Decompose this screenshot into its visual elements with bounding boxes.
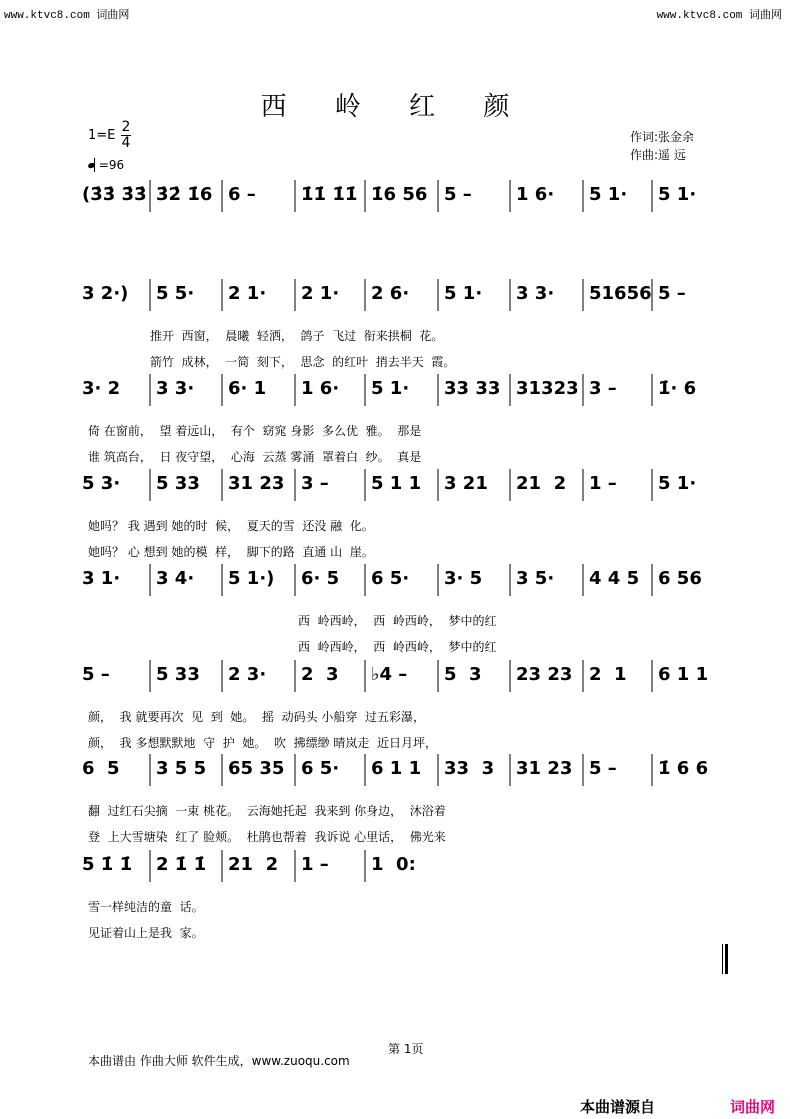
measure: 5 33 [156,664,200,685]
measure: 6· 5 [301,568,340,589]
measure: 3 3· [156,378,195,399]
tempo-value: =96 [98,158,125,172]
measure: 5 – [444,184,472,205]
lyric-line: 雪一样纯洁的童 话。 [88,900,204,914]
lyric-line: 她吗？ 我 遇到 她的时 候， 夏天的雪 还没 融 化。 [88,519,374,533]
measure: 1 6· [516,184,555,205]
lyric-line: 箭竹 成林， 一简 刻下， 思念 的红叶 捎去半天 霞。 [150,355,456,369]
watermark-right: www.ktvc8.com 词曲网 [656,10,782,22]
notation-line [0,372,790,412]
measure: 4 4 5 [589,568,640,589]
measure: 5 1· [444,283,483,304]
time-signature [121,120,131,151]
watermark-left: www.ktvc8.com 词曲网 [4,10,130,22]
measure: 2 1 [589,664,627,685]
measure: 2 1· [301,283,340,304]
notation-line [0,178,790,218]
measure: 33 33 [444,378,501,399]
measure: 3 – [589,378,617,399]
lyric-line: 登 上大雪塘染 红了 脸颊。 杜鹃也帮着 我诉说 心里话， 佛光来 [88,830,446,844]
measure: 23 23 [516,664,573,685]
measure: 3 1· [82,568,121,589]
measure: 21 2 [228,854,279,875]
lyric-line: 颜， 我 就要再次 见 到 她。 摇 动码头 小船穿 过五彩瀑， [88,710,426,724]
measure: 21 2 [516,473,567,494]
song-title: 西 岭 红 颜 [260,92,530,122]
lyric-line: 颜， 我 多想默默地 守 护 她。 吹 拂缥缈 晴岚走 近日月坪， [88,736,438,750]
lyric-line: 谁 筑高台， 日 夜守望， 心海 云蒸 雾涌 罩着白 纱。 真是 [88,450,422,464]
page-number: 第 1页 [388,1042,424,1056]
measure: 2 1̇ 1̇ [156,854,207,875]
measure: 2 3· [228,664,267,685]
measure: 5 1·) [228,568,275,589]
notation-line [0,848,790,888]
measure: 3 5 5 [156,758,207,779]
measure: 3 21 [444,473,488,494]
measure: 33 3 [444,758,495,779]
measure: 31 23 [516,758,573,779]
measure: 3· 2 [82,378,121,399]
notation-line [0,658,790,698]
measure: 1 6· [301,378,340,399]
measure: 2 3 [301,664,339,685]
measure: 5 5· [156,283,195,304]
measure: 51656 [589,283,652,304]
source-logo: 词曲网 [730,1098,776,1116]
measure: ♭4 – [371,664,408,685]
measure: 6 – [228,184,256,205]
notation-line [0,467,790,507]
measure: 5 – [82,664,110,685]
measure: 5 3· [82,473,121,494]
source-label: 本曲谱源自 [580,1098,656,1116]
lyric-line: 见证着山上是我 家。 [88,926,204,940]
measure: 3̇2̇ 1̇6 [156,184,213,205]
key-signature: 1=E [88,128,116,143]
measure: 6 56 [658,568,702,589]
measure: 2 1· [228,283,267,304]
footer-credit: 本曲谱由 作曲大师 软件生成，www.zuoqu.com [88,1054,350,1068]
measure: 6 5· [371,568,410,589]
time-signature-bottom: 4 [121,135,131,151]
measure: 3 4· [156,568,195,589]
quarter-note-icon [87,162,95,169]
measure: 5 – [658,283,686,304]
measure: 3 5· [516,568,555,589]
lyric-line: 西 岭西岭， 西 岭西岭， 梦中的红 [298,614,497,628]
measure: 1 – [589,473,617,494]
measure: (3̇3̇ 3̇3̇ [82,184,147,205]
measure: 2 6· [371,283,410,304]
measure: 5 1̇ 1̇ [82,854,133,875]
measure: 1̇1̇ 1̇1̇ [301,184,358,205]
notation-line [0,752,790,792]
measure: 3 3· [516,283,555,304]
measure: 3· 5 [444,568,483,589]
lyric-line [0,254,790,270]
composer-credit: 作曲:遥 远 [630,148,686,162]
measure: 1̇6 56 [371,184,428,205]
lyric-line: 倚 在窗前， 望 着远山， 有个 窈窕 身影 多么优 雅。 那是 [88,424,422,438]
measure: 5 3 [444,664,482,685]
measure: 3 – [301,473,329,494]
final-barline [722,944,728,974]
measure: 5 33 [156,473,200,494]
lyric-line: 推开 西窗， 晨曦 轻洒， 鸽子 飞过 衔来拱桐 花。 [150,329,444,343]
lyricist-credit: 作词:张金余 [630,130,695,144]
measure: 5 – [589,758,617,779]
time-signature-top: 2 [121,119,131,135]
measure: 5 1· [658,184,697,205]
measure: 1 – [301,854,329,875]
notation-line [0,562,790,602]
tempo-marking [88,158,124,172]
measure: 6 5 [82,758,120,779]
measure: 6 1 1 [658,664,709,685]
measure: 5 1· [371,378,410,399]
measure: 5 1· [658,473,697,494]
measure: 31 23 [228,473,285,494]
measure: 6 5· [301,758,340,779]
measure: 65 35 [228,758,285,779]
measure: 5 1· [589,184,628,205]
lyric-line: 西 岭西岭， 西 岭西岭， 梦中的红 [298,640,497,654]
measure: 31323 [516,378,579,399]
notation-line [0,277,790,317]
lyric-line [0,228,790,244]
measure: 6 1 1 [371,758,422,779]
measure: 1̇ 6 6 [658,758,709,779]
measure: 1 0: [371,854,416,875]
lyric-line: 翻 过红石尖摘 一束 桃花。 云海她托起 我来到 你身边， 沐浴着 [88,804,446,818]
measure: 1̇· 6 [658,378,697,399]
measure: 5 1 1 [371,473,422,494]
lyric-line: 她吗？ 心 想到 她的模 样， 脚下的路 直通 山 崖。 [88,545,374,559]
measure: 6· 1 [228,378,267,399]
measure: 3 2·) [82,283,129,304]
